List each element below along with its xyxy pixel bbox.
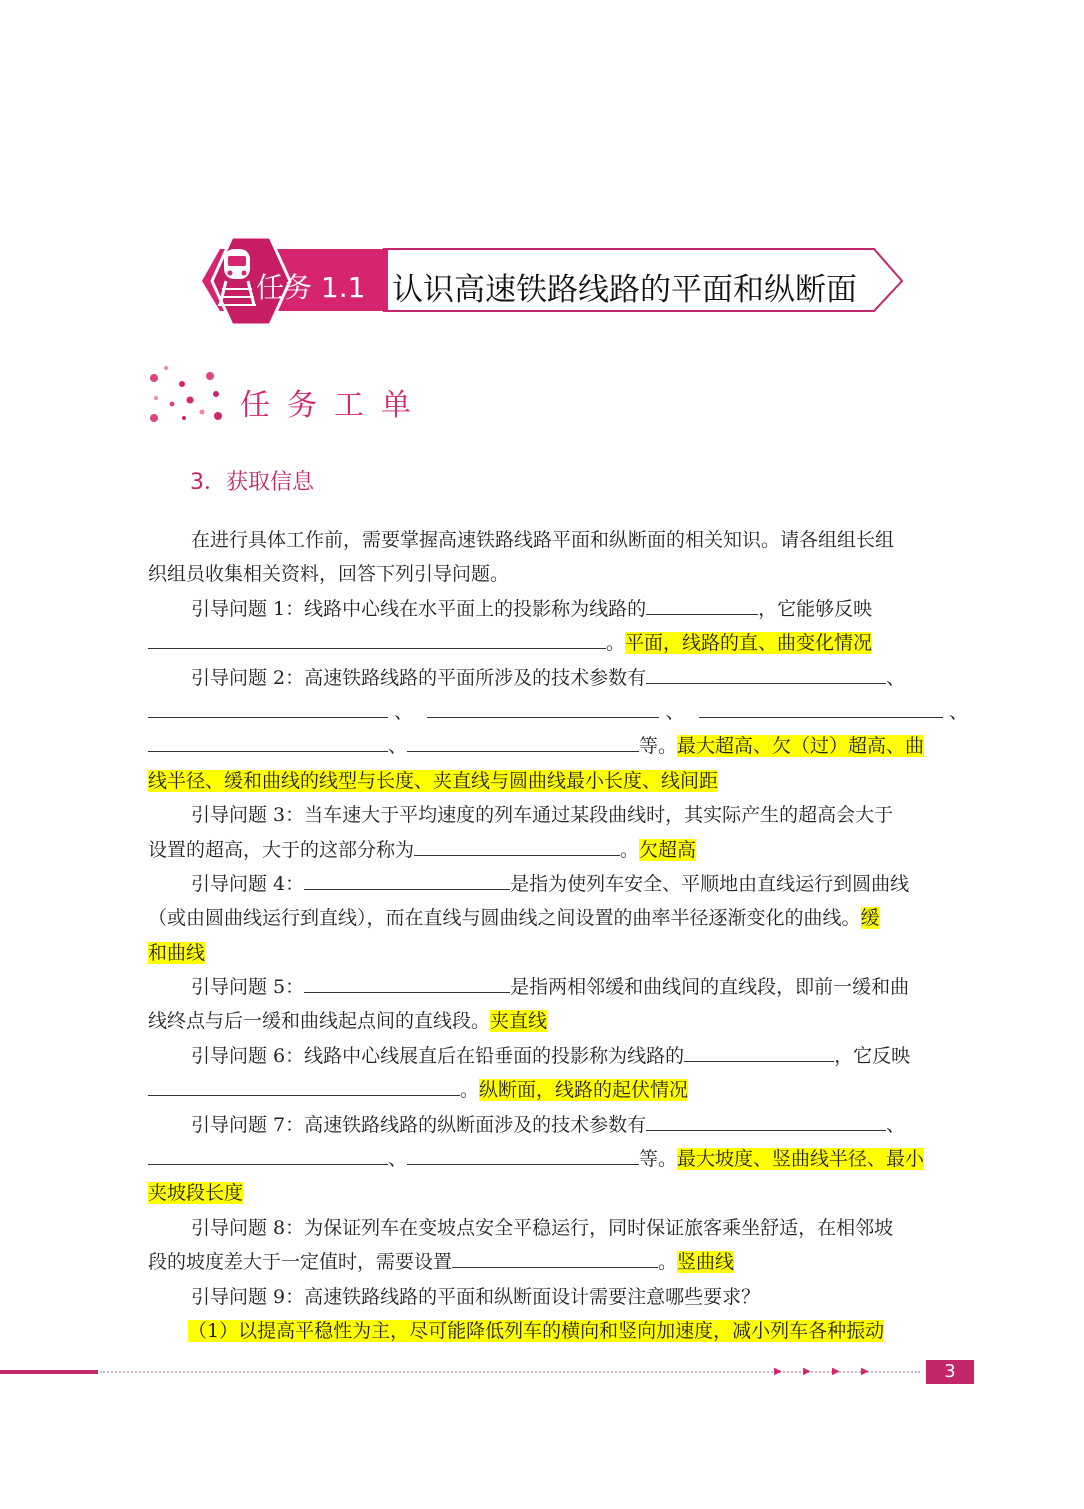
answer-blank[interactable] xyxy=(427,695,659,718)
paragraph-line: 织组员收集相关资料，回答下列引导问题。 xyxy=(148,563,510,586)
page-number: 3 xyxy=(926,1360,974,1384)
triangle-icon: ▶ xyxy=(861,1366,869,1377)
answer-blank[interactable] xyxy=(148,729,388,752)
answer-blank[interactable] xyxy=(148,1073,460,1096)
floral-decoration-icon xyxy=(146,364,228,424)
answer-blank[interactable] xyxy=(148,695,388,718)
answer-highlight: 欠超高 xyxy=(639,838,697,861)
paragraph-line: 在进行具体工作前，需要掌握高速铁路线路平面和纵断面的相关知识。请各组组长组 xyxy=(191,529,895,551)
answer-highlight: 缓 xyxy=(860,907,880,930)
question-4: 引导问题 4： 是指为使列车安全、平顺地由直线运行到圆曲线 xyxy=(148,867,968,901)
worksheet-body xyxy=(148,523,968,1348)
answer-highlight: 夹坡段长度 xyxy=(148,1182,244,1205)
question-6-cont: 。纵断面，线路的起伏情况 xyxy=(148,1073,968,1107)
answer-highlight: 最大坡度、竖曲线半径、最小 xyxy=(677,1148,925,1171)
question-7-answer xyxy=(148,1176,968,1210)
answer-highlight: 纵断面，线路的起伏情况 xyxy=(479,1079,689,1102)
question-7-cont: 、 等。最大坡度、竖曲线半径、最小 xyxy=(148,1142,968,1176)
question-3: 引导问题 3：当车速大于平均速度的列车通过某段曲线时，其实际产生的超高会大于 xyxy=(191,804,894,827)
question-2-blanks: 、 、 、 xyxy=(148,695,968,729)
answer-blank[interactable] xyxy=(684,1039,834,1062)
question-4-cont: （或由圆曲线运行到直线），而在直线与圆曲线之间设置的曲率半径逐渐变化的曲线。缓 xyxy=(148,907,880,930)
answer-blank[interactable] xyxy=(304,867,510,890)
triangle-icon: ▶ xyxy=(774,1366,782,1377)
answer-blank[interactable] xyxy=(699,695,943,718)
question-3-cont: 设置的超高，大于的这部分称为 。欠超高 xyxy=(148,833,968,867)
question-2: 引导问题 2：高速铁路线路的平面所涉及的技术参数有 、 xyxy=(148,661,968,695)
answer-blank[interactable] xyxy=(407,729,639,752)
triangle-icon: ▶ xyxy=(832,1366,840,1377)
question-8-cont: 段的坡度差大于一定值时，需要设置 。竖曲线 xyxy=(148,1245,968,1279)
question-1-cont: 。平面，线路的直、曲变化情况 xyxy=(148,626,968,660)
task-number-label: 任务 1.1 xyxy=(256,271,366,304)
train-icon xyxy=(216,243,258,317)
question-1: 引导问题 1：线路中心线在水平面上的投影称为线路的 ，它能够反映 xyxy=(148,592,968,626)
page-title: 认识高速铁路线路的平面和纵断面 xyxy=(392,272,857,308)
answer-blank[interactable] xyxy=(148,626,606,649)
answer-blank[interactable] xyxy=(646,661,886,684)
question-6: 引导问题 6：线路中心线展直后在铅垂面的投影称为线路的 ，它反映 xyxy=(148,1039,968,1073)
question-9: 引导问题 9：高速铁路线路的平面和纵断面设计需要注意哪些要求？ xyxy=(191,1285,761,1308)
answer-blank[interactable] xyxy=(414,833,620,856)
question-9-answer xyxy=(148,1314,968,1348)
question-2-cont: 、 等。最大超高、欠（过）超高、曲 xyxy=(148,729,968,763)
answer-highlight: 夹直线 xyxy=(490,1010,548,1033)
answer-highlight: 平面，线路的直、曲变化情况 xyxy=(625,632,873,655)
footer-dotted-rule xyxy=(100,1371,920,1373)
answer-highlight: 和曲线 xyxy=(148,941,206,964)
answer-blank[interactable] xyxy=(646,1108,886,1131)
triangle-icon: ▶ xyxy=(803,1366,811,1377)
question-4-answer xyxy=(148,936,968,970)
question-5-cont: 线终点与后一缓和曲线起点间的直线段。夹直线 xyxy=(148,1010,548,1033)
question-5: 引导问题 5： 是指两相邻缓和曲线间的直线段，即前一缓和曲 xyxy=(148,970,968,1004)
question-8: 引导问题 8：为保证列车在变坡点安全平稳运行，同时保证旅客乘坐舒适，在相邻坡 xyxy=(191,1216,894,1239)
answer-highlight: 线半径、缓和曲线的线型与长度、夹直线与圆曲线最小长度、线间距 xyxy=(148,769,719,792)
answer-blank[interactable] xyxy=(646,592,758,615)
answer-highlight: （1）以提高平稳性为主，尽可能降低列车的横向和竖向加速度，减小列车各种振动 xyxy=(188,1319,885,1342)
question-7: 引导问题 7：高速铁路线路的纵断面涉及的技术参数有 、 xyxy=(148,1108,968,1142)
answer-highlight: 最大超高、欠（过）超高、曲 xyxy=(677,735,925,758)
answer-blank[interactable] xyxy=(452,1245,658,1268)
subsection-title: 3．获取信息 xyxy=(190,470,314,495)
section-title: 任务工单 xyxy=(240,388,428,423)
question-2-answer xyxy=(148,764,968,798)
answer-highlight: 竖曲线 xyxy=(677,1251,735,1274)
answer-blank[interactable] xyxy=(304,970,510,993)
footer-accent-bar xyxy=(0,1370,98,1374)
answer-blank[interactable] xyxy=(148,1142,388,1165)
answer-blank[interactable] xyxy=(407,1142,639,1165)
